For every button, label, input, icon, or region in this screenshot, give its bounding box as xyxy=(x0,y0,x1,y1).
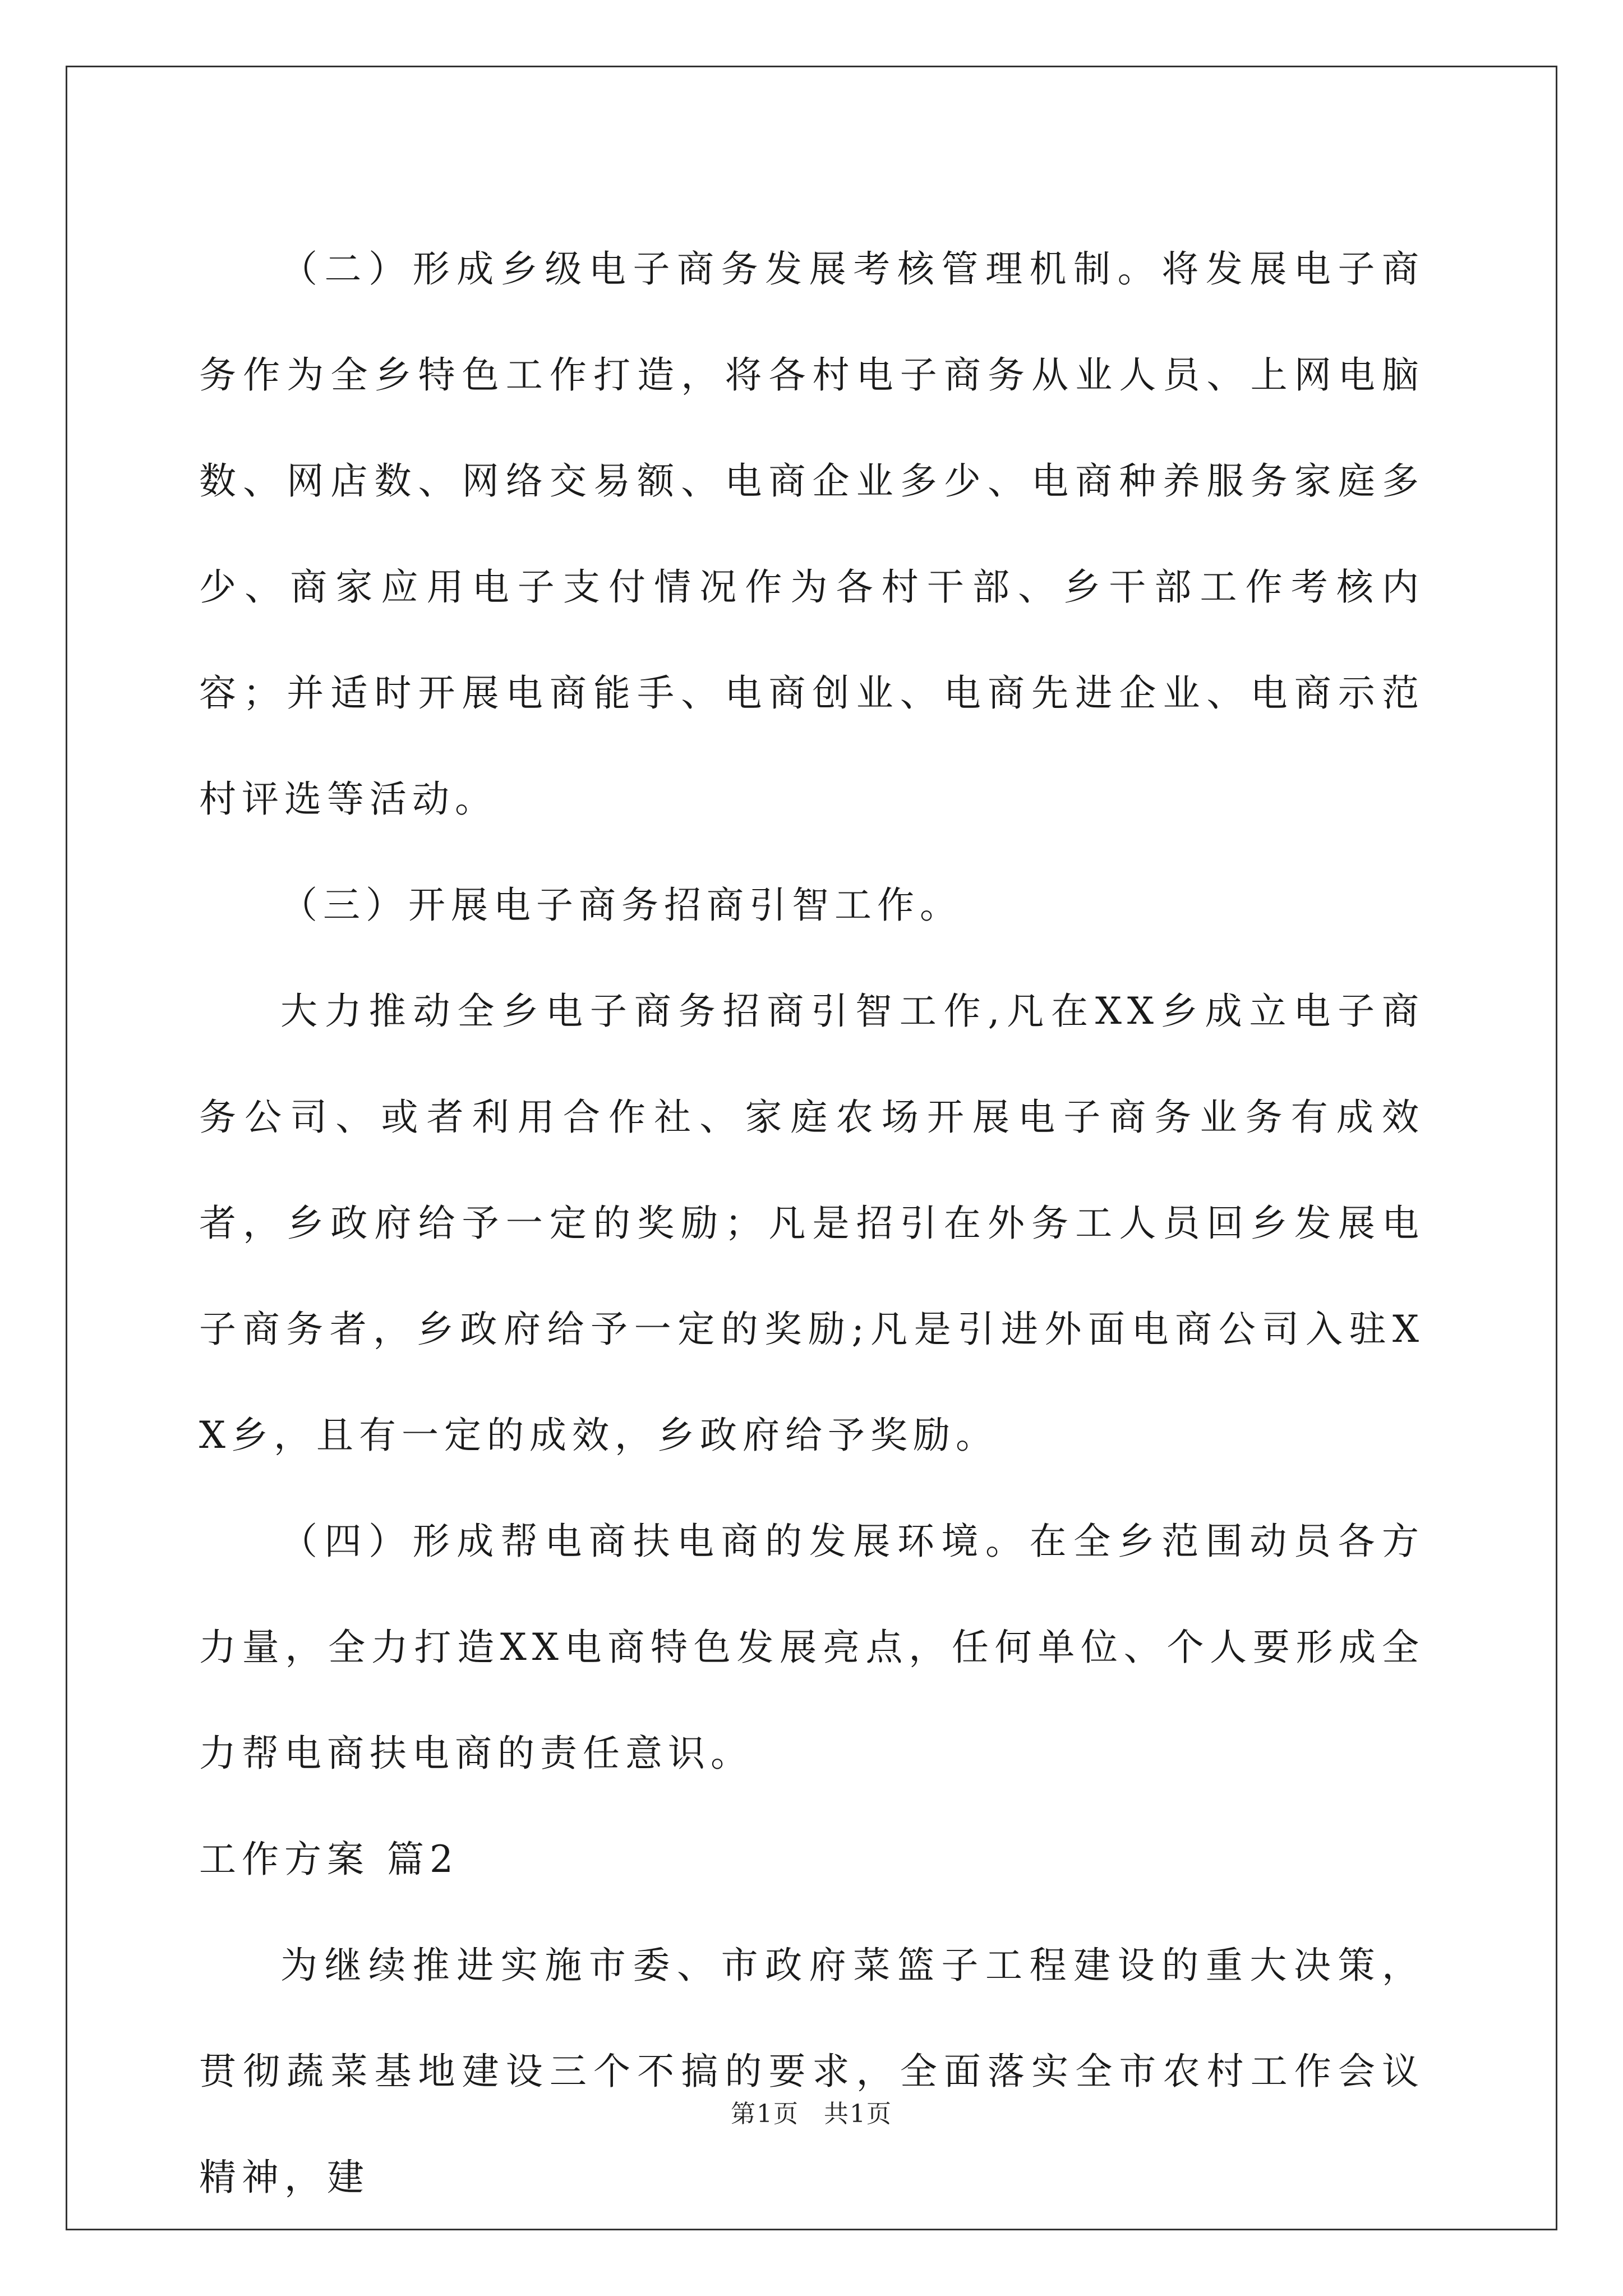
page-number: 第1页 xyxy=(731,2100,799,2128)
paragraph-three-heading: （三）开展电子商务招商引智工作。 xyxy=(280,884,962,927)
paragraph-four: （四）形成帮电商扶电商的发展环境。在全乡范围动员各方力量，全力打造XX电商特色发展亮点，任何单位、个人要形成全力帮电商扶电商的责任意识。 xyxy=(199,1520,1424,1775)
page-footer xyxy=(0,2093,1623,2129)
document-body xyxy=(199,216,1424,2230)
paragraph-two: （二）形成乡级电子商务发展考核管理机制。将发展电子商务作为全乡特色工作打造，将各村电子商务从业人员、上网电脑数、网店数、网络交易额、电商企业多少、电商种养服务家庭多少、商家应用电子支付情况作为各村干部、乡干部工作考核内容；并适时开展电商能手、电商创业、电商先进企业、电商示范村评选等活动。 xyxy=(199,247,1424,821)
section-heading: 工作方案 篇2 xyxy=(199,1838,459,1881)
page-total: 共1页 xyxy=(824,2100,892,2128)
paragraph-three-body: 大力推动全乡电子商务招商引智工作,凡在XX乡成立电子商务公司、或者利用合作社、家庭农场开展电子商务业务有成效者，乡政府给予一定的奖励；凡是招引在外务工人员回乡发展电子商务者，乡政府给予一定的奖励;凡是引进外面电商公司入驻XX乡，且有一定的成效，乡政府给予奖励。 xyxy=(199,990,1424,1457)
paragraph-plan-two: 为继续推进实施市委、市政府菜篮子工程建设的重大决策，贯彻蔬菜基地建设三个不搞的要求，全面落实全市农村工作会议精神，建 xyxy=(199,1944,1424,2199)
